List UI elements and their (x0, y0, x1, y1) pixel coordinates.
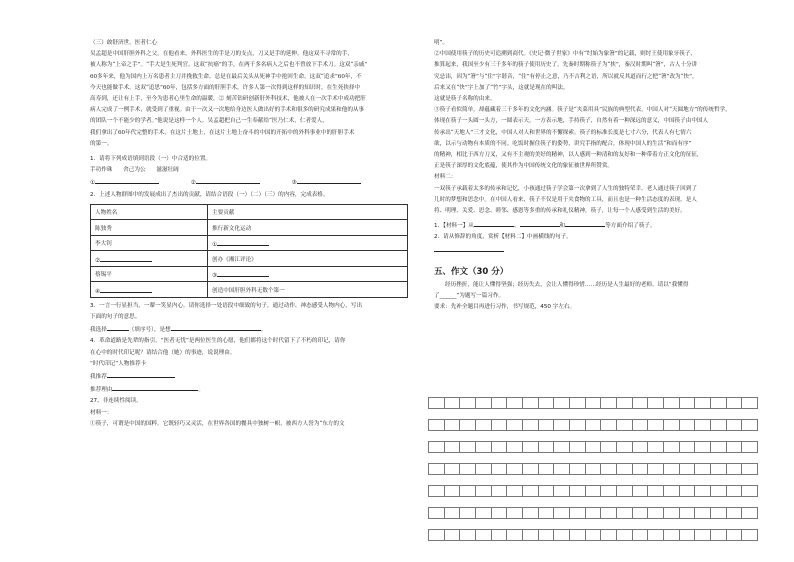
table-row: ② 创办《湘江评论》 (91, 251, 408, 267)
grid-cell[interactable] (506, 485, 522, 497)
grid-cell[interactable] (694, 529, 710, 541)
grid-cell[interactable] (553, 419, 569, 431)
table-row: 蔡锡平 ③ (91, 266, 408, 282)
grid-cell[interactable] (522, 397, 538, 409)
grid-cell[interactable] (428, 397, 444, 409)
card-name-blank[interactable] (107, 370, 175, 378)
grid-cell[interactable] (726, 441, 742, 453)
section-5-title: 五、作文（30 分） (434, 266, 509, 277)
grid-cell[interactable] (679, 441, 695, 453)
grid-cell[interactable] (741, 463, 758, 475)
grid-cell[interactable] (459, 463, 475, 475)
grid-cell[interactable] (491, 485, 507, 497)
grid-cell[interactable] (428, 507, 444, 519)
grid-cell[interactable] (710, 485, 726, 497)
grid-cell[interactable] (741, 529, 758, 541)
grid-cell[interactable] (741, 397, 758, 409)
table-header-name: 人物姓名 (91, 204, 208, 220)
grid-cell[interactable] (616, 485, 632, 497)
grid-cell[interactable] (600, 441, 616, 453)
text-line: 60多年来，他为国内上万名患者主刀并挽救生命，总是在最后关头从死神手中抢回生命。这双“追求”60年，不 (90, 73, 362, 80)
question-4-line-1: 4．革命道路是先辈的指引，“医者无忧”是两位医生的心愿，他们都将这个时代留下了不朽的印记，请你 (90, 338, 346, 345)
grid-cell[interactable] (616, 507, 632, 519)
text-line: 体现在筷子一头圆一头方，一圆表示天，一方表示地，手持筷子，自然有着一种深远的意义，中国筷子由中国人 (434, 118, 709, 125)
grid-cell[interactable] (522, 463, 538, 475)
material-1-paragraph-3 (434, 105, 756, 172)
grid-cell[interactable] (600, 507, 616, 519)
text-line: ③筷子看似简单，却蕴藏着三千多年的文化内涵。筷子是“夹菜用具”民族的典型代表，中国人对“天圆地方”的传统哲学， (434, 107, 731, 114)
material-1-continued: 明”。 (434, 40, 449, 46)
material-2-paragraph (434, 184, 756, 218)
grid-cell[interactable] (553, 485, 569, 497)
grid-cell[interactable] (710, 441, 726, 453)
section-heading: （三）敢舒济世，医者仁心 (90, 40, 158, 46)
text-line: 被人称为“上帝之手”。“手大是生死判官。这双“抗癌”的手，在两千多名病人之后也不曾放下手术刀。这双“亲戚” (90, 62, 368, 69)
grid-cell[interactable] (632, 463, 648, 475)
grid-cell[interactable] (632, 397, 648, 409)
grid-cell[interactable] (694, 507, 710, 519)
grid-cell[interactable] (632, 485, 648, 497)
grid-cell[interactable] (444, 419, 460, 431)
material-1-label: 材料一： (90, 409, 113, 416)
idiom-list (90, 165, 412, 176)
grid-cell[interactable] (663, 529, 679, 541)
grid-cell[interactable] (710, 397, 726, 409)
text-line: 的精神，相比于西方刀叉，又有不主观的美好的精神，以人感到一种清和的友好和一种带着方正文化的征征， (434, 152, 703, 159)
grid-cell[interactable] (428, 529, 444, 541)
grid-cell[interactable] (538, 485, 554, 497)
grid-cell[interactable] (522, 507, 538, 519)
grid-cell[interactable] (663, 507, 679, 519)
grid-cell[interactable] (585, 397, 601, 409)
grid-cell[interactable] (600, 397, 616, 409)
grid-cell[interactable] (726, 485, 742, 497)
grid-cell[interactable] (663, 397, 679, 409)
card-title: “时代印记”人物推荐卡 (90, 360, 147, 367)
grid-cell[interactable] (710, 529, 726, 541)
table-row: ④ 创造中国肝胆外科无数个第一 (91, 282, 408, 298)
question-4-line-2: 在心中的时代印记呢？请结合他（她）的事迹，说说理由。 (90, 349, 236, 356)
grid-cell[interactable] (710, 507, 726, 519)
idiom-3: 滋滋壮阔 (156, 167, 179, 174)
grid-cell[interactable] (663, 419, 679, 431)
grid-cell[interactable] (506, 529, 522, 541)
grid-cell[interactable] (428, 463, 444, 475)
grid-cell[interactable] (679, 507, 695, 519)
text-line: 将、明理、关爱、思念、睦邻、感恩等多重的传承和礼仪精神，筷子，让每一个人感受到生活的美好。 (434, 208, 686, 215)
text-line: 后来又在“快”字上加了“竹”字头，这就是现在的叫法。 (434, 84, 569, 91)
reading-question-2-answer (434, 244, 756, 257)
grid-cell[interactable] (444, 507, 460, 519)
grid-cell[interactable] (491, 419, 507, 431)
question-3-line-1: 3．一言一行显担当，一颦一笑显内心。请你选择一处语段中细致的句子，通过动作、神态感受人物内心，写出 (90, 302, 363, 309)
grid-cell[interactable] (694, 441, 710, 453)
answer-blanks-row: ① ② ③ (90, 176, 412, 189)
grid-cell[interactable] (475, 507, 491, 519)
grid-cell[interactable] (585, 529, 601, 541)
grid-cell[interactable] (553, 441, 569, 453)
question-3-line-2: 下面的句子的意思。 (90, 314, 141, 321)
grid-cell[interactable] (444, 441, 460, 453)
grid-cell[interactable] (569, 463, 585, 475)
grid-row (428, 419, 758, 431)
grid-cell[interactable] (522, 529, 538, 541)
text-line: 我们拿出了60年代完整的手术，在这片土地上，在这片土地上奋斗的中国的开拓中的外科事业中的肝胆手术 (90, 129, 355, 136)
grid-cell[interactable] (475, 441, 491, 453)
table-row: 陈独秀 推行新文化运动 (91, 220, 408, 236)
grid-cell[interactable] (569, 507, 585, 519)
grid-cell[interactable] (600, 463, 616, 475)
text-line: 推算起来，我国至少有三千多年的筷子使用历史了。先秦时期称筷子为“挟”，秦汉时期叫“箸”，古人十分讲 (434, 62, 698, 69)
grid-cell[interactable] (553, 397, 569, 409)
grid-cell[interactable] (726, 397, 742, 409)
text-line: 正是筷子深厚的文化底蕴，使其作为中国传统文化的象征被世界所赞赏。 (434, 163, 614, 170)
card-reason-row: 推荐理由 。 (90, 383, 412, 396)
grid-cell[interactable] (694, 419, 710, 431)
text-line: 这就是筷子名称的由来。 (434, 96, 496, 103)
grid-cell[interactable] (726, 463, 742, 475)
text-line: 高寿到，还让有上手，至今为患者心里生命的温暖。② 刻苦钻研创新肝外科技术，他被人在一次手术中成功把肝 (90, 96, 366, 103)
table-header-row (91, 204, 408, 220)
grid-cell[interactable] (679, 397, 695, 409)
question-2-prompt: 2．上述人物群图中的发展成出了杰出的贡献，请结合语段（一）（二）（三）的内容，完成表格。 (90, 191, 329, 198)
question-1-prompt: 1．请将下列成语填到语段（一）中合适的位置。 (90, 156, 212, 163)
grid-cell[interactable] (538, 507, 554, 519)
grid-cell[interactable] (600, 529, 616, 541)
grid-cell[interactable] (459, 441, 475, 453)
grid-cell[interactable] (663, 463, 679, 475)
grid-cell[interactable] (475, 463, 491, 475)
material-1-line: ①筷子，可谓是中国的国粹。它既轻巧又灵活，在世界各国的餐具中独树一帜，被西方人誉为“东方的文 (90, 420, 345, 427)
grid-row (428, 507, 758, 519)
answer-blank-3[interactable] (297, 176, 361, 184)
grid-cell[interactable] (428, 419, 444, 431)
grid-cell[interactable] (647, 463, 663, 475)
grid-cell[interactable] (632, 507, 648, 519)
grid-cell[interactable] (710, 419, 726, 431)
grid-cell[interactable] (522, 485, 538, 497)
answer-blank-1[interactable] (95, 176, 159, 184)
grid-cell[interactable] (428, 441, 444, 453)
grid-cell[interactable] (491, 441, 507, 453)
essay-requirement: 要求：先补全题目再进行习作，书写规范，450 字左右。 (434, 304, 576, 311)
grid-cell[interactable] (726, 419, 742, 431)
grid-cell[interactable] (459, 397, 475, 409)
grid-cell[interactable] (710, 463, 726, 475)
grid-cell[interactable] (522, 419, 538, 431)
grid-cell[interactable] (679, 485, 695, 497)
grid-cell[interactable] (647, 529, 663, 541)
grid-cell[interactable] (538, 419, 554, 431)
grid-cell[interactable] (585, 441, 601, 453)
grid-row (428, 529, 758, 541)
question-27: 27、非连续性阅读。 (90, 398, 142, 405)
grid-cell[interactable] (491, 463, 507, 475)
grid-cell[interactable] (600, 485, 616, 497)
grid-cell[interactable] (553, 463, 569, 475)
grid-cell[interactable] (459, 419, 475, 431)
answer-blank-number[interactable] (107, 323, 129, 331)
grid-cell[interactable] (679, 529, 695, 541)
grid-cell[interactable] (538, 397, 554, 409)
card-reason-blank[interactable] (112, 383, 198, 391)
grid-cell[interactable] (647, 397, 663, 409)
grid-cell[interactable] (475, 397, 491, 409)
grid-cell[interactable] (679, 463, 695, 475)
grid-cell[interactable] (569, 485, 585, 497)
grid-cell[interactable] (459, 507, 475, 519)
grid-cell[interactable] (616, 441, 632, 453)
grid-cell[interactable] (506, 441, 522, 453)
grid-cell[interactable] (726, 529, 742, 541)
table-header-contribution: 主要贡献 (208, 204, 408, 220)
text-line: 儿时的梦想和思念中。在中国人看来，筷子不仅是用于夹食物的工具，而且也是一种生活态度的表现，是人 (434, 196, 697, 203)
essay-prompt-1: 经历挫折，能让人懂得坚强；经历失去，会让人懂得珍惜……经历是人生最好的老师。请以“我懂得 (445, 281, 689, 288)
grid-row (428, 485, 758, 497)
grid-cell[interactable] (585, 485, 601, 497)
grid-cell[interactable] (741, 419, 758, 431)
grid-cell[interactable] (491, 397, 507, 409)
grid-cell[interactable] (491, 529, 507, 541)
grid-cell[interactable] (741, 507, 758, 519)
grid-cell[interactable] (538, 441, 554, 453)
grid-cell[interactable] (647, 485, 663, 497)
text-line: ②中国使用筷子的历史可追溯到商代。《史记·微子世家》中有“纣始为象箸”的记载，则纣王使用象牙筷子， (434, 51, 697, 58)
grid-cell[interactable] (679, 419, 695, 431)
card-name-row: 我推荐 (90, 370, 412, 383)
grid-cell[interactable] (663, 485, 679, 497)
text-line: 传承出“天地人”三才文化，中国人对人和世界的不懈探索。筷子的标准长度是七寸六分，代表人有七情六 (434, 129, 692, 136)
grid-cell[interactable] (444, 463, 460, 475)
grid-cell[interactable] (475, 485, 491, 497)
contribution-table (90, 204, 408, 298)
grid-cell[interactable] (741, 485, 758, 497)
grid-cell[interactable] (741, 441, 758, 453)
material-1-paragraph-2 (434, 49, 756, 105)
grid-cell[interactable] (585, 507, 601, 519)
essay-prompt-2: 了______”为题写一篇习作。 (434, 293, 505, 300)
grid-cell[interactable] (459, 485, 475, 497)
grid-cell[interactable] (632, 419, 648, 431)
grid-cell[interactable] (428, 485, 444, 497)
passage-three (90, 49, 412, 150)
grid-cell[interactable] (569, 419, 585, 431)
grid-cell[interactable] (506, 463, 522, 475)
grid-cell[interactable] (616, 529, 632, 541)
grid-cell[interactable] (475, 529, 491, 541)
grid-cell[interactable] (694, 397, 710, 409)
grid-cell[interactable] (459, 529, 475, 541)
question-3-answer: 我选择 （填序号），是想 。 (90, 323, 412, 336)
grid-cell[interactable] (726, 507, 742, 519)
grid-cell[interactable] (663, 441, 679, 453)
material-2-label: 材料二： (434, 174, 457, 181)
text-line: 欲，以示与动物有本质的不同。吃饭时握住筷子的姿势，讲究手指的配合，体现中国人的生活“和而有序” (434, 140, 692, 147)
grid-cell[interactable] (616, 419, 632, 431)
grid-cell[interactable] (553, 529, 569, 541)
grid-cell[interactable] (444, 529, 460, 541)
grid-cell[interactable] (694, 463, 710, 475)
grid-cell[interactable] (647, 507, 663, 519)
idiom-1: 手功作珠 (90, 167, 113, 174)
grid-cell[interactable] (569, 397, 585, 409)
grid-cell[interactable] (522, 441, 538, 453)
grid-cell[interactable] (585, 419, 601, 431)
grid-cell[interactable] (694, 485, 710, 497)
left-column (90, 38, 412, 430)
text-line: 一双筷子承载着太多的传承和记忆，小孩通过筷子学会第一次拿到了人生的独特荣幸。老人通过筷子回到了 (434, 185, 697, 192)
grid-cell[interactable] (647, 419, 663, 431)
grid-cell[interactable] (491, 507, 507, 519)
grid-row (428, 397, 758, 409)
grid-cell[interactable] (538, 529, 554, 541)
right-column (434, 38, 756, 313)
grid-cell[interactable] (632, 441, 648, 453)
grid-cell[interactable] (538, 463, 554, 475)
grid-cell[interactable] (506, 419, 522, 431)
writing-grid[interactable] (428, 397, 758, 551)
text-line: 的团队一个不能少的学者。”他说是这样一个人。吴孟超把自己一生奉献给“医乃仁术，仁者爱人， (90, 118, 328, 125)
grid-cell[interactable] (475, 419, 491, 431)
grid-cell[interactable] (585, 463, 601, 475)
grid-cell[interactable] (600, 419, 616, 431)
text-line: 究忌讳，因为“箸”与“住”字谐音，“住”有停止之意，乃不吉利之语，所以就反其道而行之把“箸”改为“快”， (434, 73, 698, 80)
grid-cell[interactable] (569, 529, 585, 541)
grid-cell[interactable] (569, 441, 585, 453)
grid-cell[interactable] (506, 397, 522, 409)
grid-cell[interactable] (632, 529, 648, 541)
grid-cell[interactable] (647, 441, 663, 453)
reading-question-1: 1．【材料一】从 、 和 等方面介绍了筷子。 (434, 219, 756, 232)
answer-blank-reason[interactable] (171, 323, 261, 331)
text-line: 今天也能做手术。这双“追思”60年，包括多方面的肝胆手术。许多人第一次得到这样的知识时，在生死抉择中 (90, 84, 361, 91)
text-line: 的第一。 (90, 140, 113, 147)
grid-row (428, 463, 758, 475)
answer-blank-2[interactable] (196, 176, 260, 184)
grid-cell[interactable] (444, 397, 460, 409)
grid-cell[interactable] (553, 507, 569, 519)
grid-cell[interactable] (444, 485, 460, 497)
idiom-2: 舍己为公 (123, 167, 146, 174)
table-row: 李大钊 ① (91, 235, 408, 251)
grid-cell[interactable] (506, 507, 522, 519)
grid-cell[interactable] (616, 463, 632, 475)
grid-cell[interactable] (616, 397, 632, 409)
grid-row (428, 441, 758, 453)
text-line: 病人完成了一例手术，就受到了重视。由于一次又一次地给身边医人做出好的手术和很多的研究成果和他的从事 (90, 107, 365, 114)
reading-question-2: 2．请从修辞的角度，赏析【材料二】中画横线的句子。 (434, 234, 572, 241)
text-line: 吴孟超是中国肝胆外科之父。在他看来，外科医生的手是刀的支点，刀又是手的延伸。他这双不寻常的手， (90, 51, 353, 58)
